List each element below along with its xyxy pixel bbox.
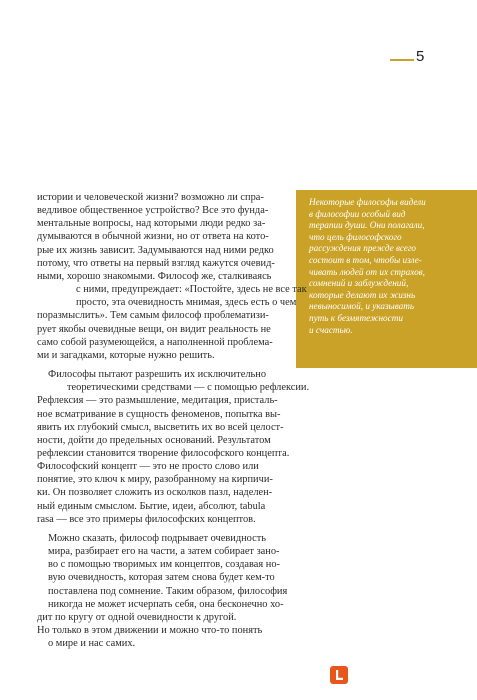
text-line: Рефлексия — это размышление, медитация, присталь- <box>37 395 278 407</box>
text-line: ментальные вопросы, над которыми люди редко за- <box>37 218 266 230</box>
text-line: рые их жизнь зависит. Задумываются над ними редко <box>37 244 274 256</box>
sidebar-line: путь к безмятежности <box>309 312 403 323</box>
text-line: понятие, это ключ к миру, разобранному на кирпичи- <box>37 474 273 486</box>
text-line: Философы пытают разрешить их исключительно <box>48 369 267 381</box>
sidebar-quote <box>309 197 469 336</box>
paragraph-3 <box>37 532 288 650</box>
text-line: rasa — все это примеры философских концептов. <box>37 513 256 525</box>
text-line: во с помощью творимых им концептов, создавая но- <box>48 559 280 571</box>
text-line: поставлена под сомнение. Таким образом, философия <box>48 585 288 597</box>
header-rule <box>390 59 414 61</box>
sidebar-line: которые делают их жизнь <box>309 289 416 300</box>
sidebar-line: чивать людей от их страхов, <box>309 266 425 277</box>
text-line: ми и загадками, которые нужно решить. <box>37 349 215 361</box>
text-line: никогда не может исчерпать себя, она бесконечно хо- <box>48 598 284 610</box>
text-line: рефлексии становится творение философского концепта. <box>37 447 290 459</box>
text-line: ными, хорошо знакомыми. Философ же, сталкиваясь <box>37 270 272 282</box>
text-line: Философский концепт — это не просто слово или <box>37 461 259 473</box>
text-line: о мире и нас самих. <box>48 638 136 650</box>
text-line: Можно сказать, философ подрывает очевидность <box>48 532 267 544</box>
text-line: само собой разумеющейся, а наполненной проблема- <box>37 336 273 348</box>
text-line: ведливое общественное устройство? Все это фунда- <box>37 205 269 217</box>
sidebar-line: в философии особый вид <box>309 208 406 219</box>
sidebar-line: сомнений и заблуждений, <box>309 278 409 289</box>
publisher-logo-icon <box>330 666 348 684</box>
text-line: ное всматривание в сущность феноменов, попытка вы- <box>37 408 281 420</box>
sidebar-line: и счастью. <box>309 324 353 335</box>
paragraph-2 <box>37 368 310 526</box>
text-line: теоретическими средствами — с помощью рефлексии. <box>67 382 310 394</box>
text-line: мира, разбирает его на части, а затем собирает зано- <box>48 546 280 558</box>
sidebar-line: состоит в том, чтобы изле- <box>309 254 422 265</box>
text-line: с ними, предупреждает: «Постойте, здесь не все так <box>76 284 307 296</box>
text-line: ки. Он позволяет сложить из осколков пазл, наделен- <box>37 487 273 499</box>
text-line: дит по кругу от одной очевидности к другой. <box>37 611 237 623</box>
text-line: рует якобы очевидные вещи, он видит реальность не <box>37 323 271 335</box>
text-line: ности, дойти до предельных оснований. Результатом <box>37 434 271 446</box>
sidebar-line: рассуждения прежде всего <box>309 243 417 254</box>
text-line: поразмыслить». Тем самым философ проблематизи- <box>37 310 269 322</box>
text-line: ный единым смыслом. Бытие, идеи, абсолют, tabula <box>37 500 266 512</box>
paragraph-1 <box>37 191 307 362</box>
text-line: потому, что ответы на первый взгляд кажутся очевид- <box>37 257 275 269</box>
text-line: истории и человеческой жизни? возможно ли спра- <box>37 192 264 203</box>
sidebar-line: терапии души. Они полагали, <box>309 220 425 231</box>
sidebar-line: невыносимой, и указывать <box>309 301 415 312</box>
text-line: Но только в этом движении и можно что-то понять <box>37 625 263 636</box>
sidebar-line: Некоторые философы видели <box>309 197 426 207</box>
logo-letter-l-icon <box>333 669 345 681</box>
main-text <box>37 191 310 650</box>
text-line: просто, эта очевидность мнимая, здесь есть о чем <box>76 297 297 309</box>
text-line: думываются в обычной жизни, но от ответа на кото- <box>37 231 269 243</box>
text-line: вую очевидность, которая затем снова будет кем-то <box>48 572 275 584</box>
sidebar-line: что цель философского <box>309 231 402 242</box>
text-line: явить их глубокий смысл, высветить их во всей целост- <box>37 421 284 433</box>
page-number: 5 <box>416 48 425 65</box>
